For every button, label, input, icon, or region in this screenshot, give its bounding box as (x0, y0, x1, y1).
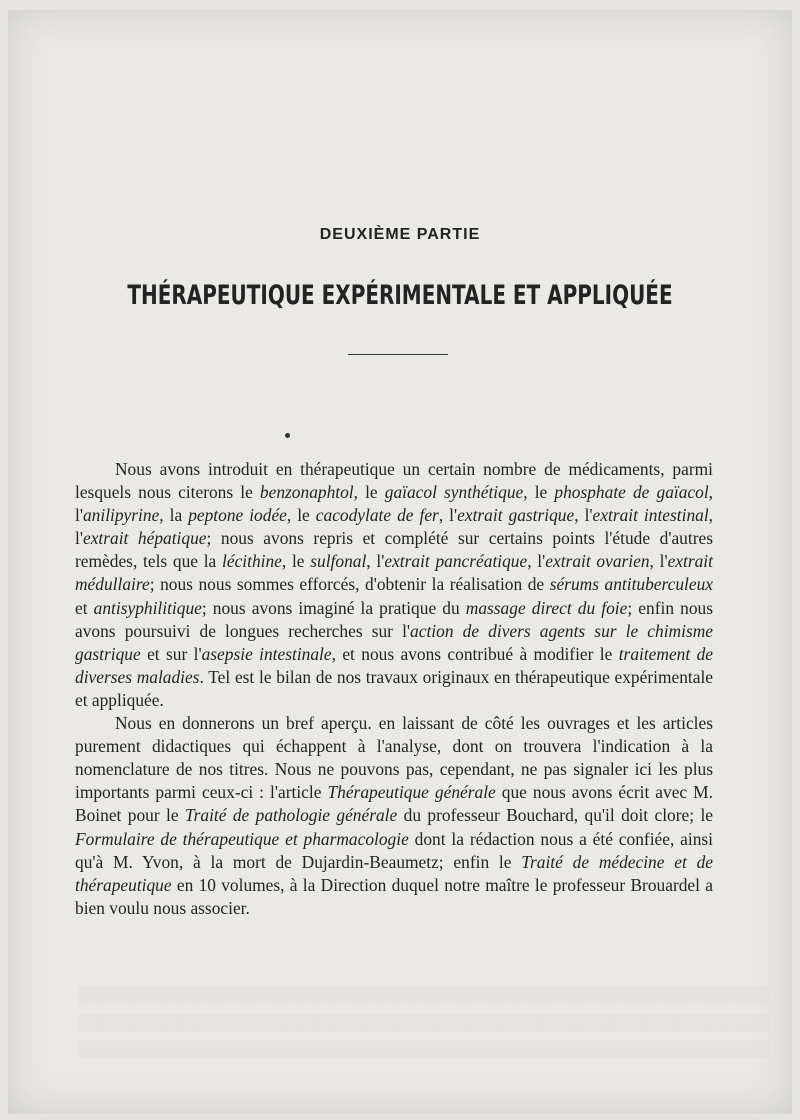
term-extrait-gastrique: extrait gastrique (457, 505, 575, 526)
ornament-dot (285, 433, 290, 438)
part-label: DEUXIÈME PARTIE (319, 226, 481, 243)
term-phosphate-gaiacol: phosphate de gaïacol (554, 482, 709, 503)
term-extrait-hepatique: extrait hépatique (82, 528, 207, 549)
title-traite-pathologie: Traité de pathologie générale (184, 805, 398, 826)
term-cacodylate-fer: cacodylate de fer (315, 505, 439, 526)
term-extrait-pancreatique: extrait pancréatique (384, 551, 528, 572)
title-therapeutique-generale: Thérapeutique générale (327, 782, 496, 803)
body-text (75, 458, 713, 920)
term-anilipyrine: anilipyrine (82, 505, 160, 526)
term-benzonaphtol: benzonaphtol (259, 482, 354, 503)
term-serums-antituberculeux: sérums antituberculeux (549, 574, 714, 595)
paragraph-overview: Nous en donnerons un bref aperçu. en laissant de côté les ouvrages et les articles purement didactiques qui échappent à l'analyse, dont on trouvera l'indication à la nomenclature de nos titres. Nous ne pouvons pas, cependant, ne pas signaler ici les plus importants parmi ceux-ci : l'article Thérapeutique générale que nous avons écrit avec M. Boinet pour le Traité de pathologie générale du professeur Bouchard, qu'il doit clore; le Formulaire de thérapeutique et pharmacologie dont la rédaction nous a été confiée, ainsi qu'à M. Yvon, à la mort de Dujardin-Beaumetz; enfin le Traité de médecine et de thérapeutique en 10 volumes, à la Direction duquel notre maître le professeur Brouardel a bien voulu nous associer. (75, 713, 714, 918)
term-extrait-medullaire: extrait médullaire (75, 551, 713, 595)
term-extrait-ovarien: extrait ovarien (545, 551, 650, 572)
term-antisyphilitique: antisyphilitique (93, 597, 202, 618)
term-asepsie-intestinale: asepsie intestinale (201, 643, 332, 664)
term-traitement-maladies: traitement de diverses maladies (75, 643, 713, 687)
paragraph-original-works: Nous avons introduit en thérapeutique un certain nombre de médicaments, parmi lesquels nous citerons le benzonaphtol, le gaïacol synthétique, le phosphate de gaïacol, l'anilipyrine, la peptone iodée, le cacodylate de fer, l'extrait gastrique, l'extrait intestinal, l'extrait hépatique; nous avons repris et complété sur certains points l'étude d'autres remèdes, tels que la lécithine, le sulfonal, l'extrait pancréatique, l'extrait ovarien, l'extrait médullaire; nous nous sommes efforcés, d'obtenir la réalisation de sérums antituberculeux et antisyphilitique; nous avons imaginé la pratique du massage direct du foie; enfin nous avons poursuivi de longues recherches sur l'action de divers agents sur le chimisme gastrique et sur l'asepsie intestinale, et nous avons contribué à modifier le traitement de diverses maladies. Tel est le bilan de nos travaux originaux en thérapeutique expérimentale et appliquée. (75, 459, 714, 710)
term-gaiacol-synthetique: gaïacol synthétique (384, 482, 524, 503)
title-formulaire: Formulaire de thérapeutique et pharmacologie (75, 828, 409, 849)
term-massage-foie: massage direct du foie (465, 597, 628, 618)
term-extrait-intestinal: extrait intestinal (592, 505, 709, 526)
title-traite-medecine: Traité de médecine et de thérapeutique (75, 851, 714, 895)
reverse-side-bleed-through: ▒▒▒▒▒▒▒▒▒▒▒▒▒▒▒▒▒▒▒▒▒▒▒▒▒▒▒▒▒▒▒▒▒▒▒▒▒▒▒▒▒▒▒▒▒▒▒▒▒▒▒▒▒▒▒▒▒▒▒▒▒ ▒▒▒▒▒▒▒▒▒▒▒▒▒▒▒▒▒▒▒▒▒▒▒▒▒▒▒▒▒▒▒▒▒▒▒▒▒▒▒▒▒▒▒▒▒▒▒▒▒▒▒▒▒▒▒▒▒▒▒▒▒ ▒▒▒▒▒▒▒▒▒▒▒▒▒▒▒▒▒▒▒▒▒▒▒▒▒▒▒▒▒▒▒▒▒▒▒▒▒▒▒▒▒▒▒▒▒▒▒▒▒▒▒▒▒▒▒▒▒▒▒▒▒ (78, 987, 770, 1058)
term-peptone-iodee: peptone iodée (188, 505, 287, 526)
title-rule-divider (348, 354, 448, 355)
part-title: THÉRAPEUTIQUE EXPÉRIMENTALE ET APPLIQUÉE (127, 280, 673, 311)
term-lecithine: lécithine (222, 551, 282, 572)
term-chimisme-gastrique: action de divers agents sur le chimisme gastrique (75, 620, 713, 664)
term-sulfonal: sulfonal (310, 551, 367, 572)
